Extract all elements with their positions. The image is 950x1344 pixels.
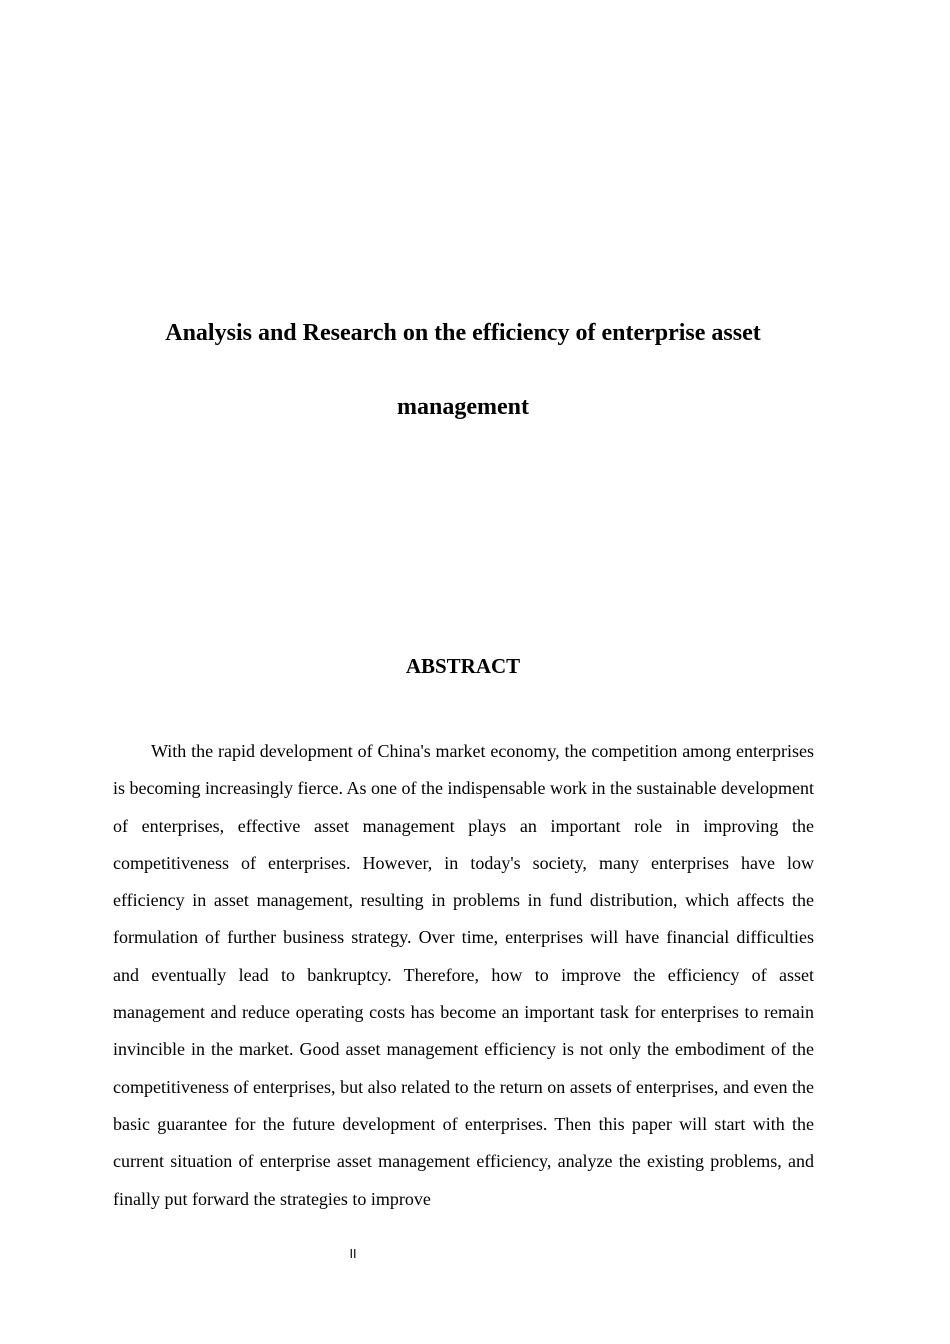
abstract-paragraph: With the rapid development of China's market economy, the competition among enterprises is becoming increasingly fierce. As one of the indispensable work in the sustainable development of enterprises, effective asset management plays an important role in improving the competitiveness of enterprises. However, in today's society, many enterprises have low efficiency in asset management, resulting in problems in fund distribution, which affects the formulation of further business strategy. Over time, enterprises will have financial difficulties and eventually lead to bankruptcy. Therefore, how to improve the efficiency of asset management and reduce operating costs has become an important task for enterprises to remain invincible in the market. Good asset management efficiency is not only the embodiment of the competitiveness of enterprises, but also related to the return on assets of enterprises, and even the basic guarantee for the future development of enterprises. Then this paper will start with the current situation of enterprise asset management efficiency, analyze the existing problems, and finally put forward the strategies to improve <box>113 741 814 1209</box>
paper-title-line-2: management <box>397 394 529 420</box>
paper-title-line-1: Analysis and Research on the efficiency of enterprise asset <box>165 320 761 346</box>
page-number: II <box>349 1247 357 1261</box>
abstract-heading: ABSTRACT <box>405 654 521 678</box>
